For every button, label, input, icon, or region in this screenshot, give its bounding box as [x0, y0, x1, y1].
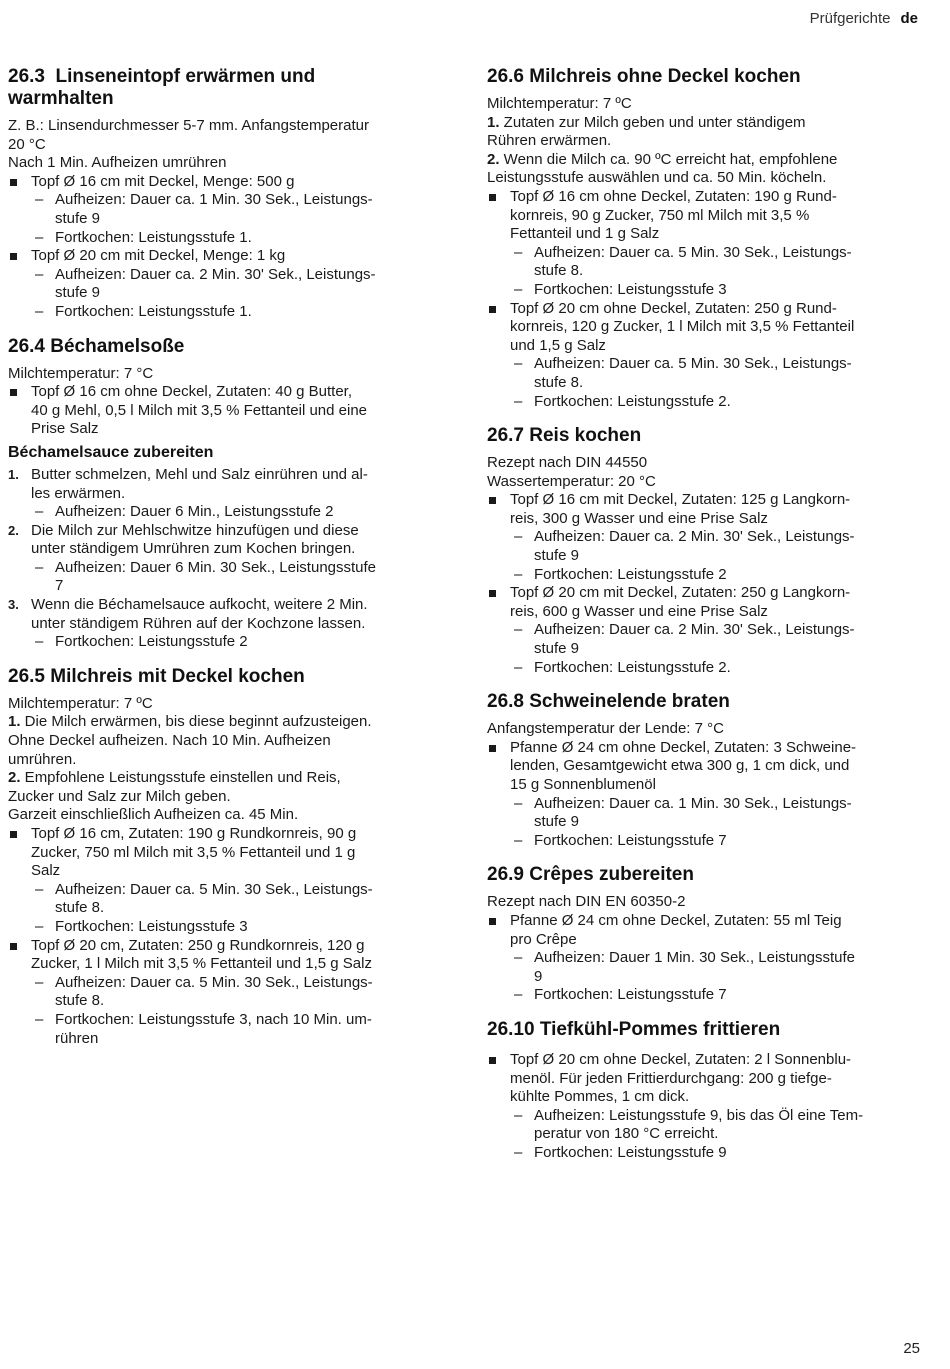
- bullet-icon: [10, 253, 17, 260]
- sub-item: – Fortkochen: Leistungsstufe 7: [514, 986, 727, 1004]
- sub-item: – Fortkochen: Leistungsstufe 2.: [514, 392, 731, 410]
- list-item: Pfanne Ø 24 cm ohne Deckel, Zutaten: 3 Schweine- lenden, Gesamtgewicht etwa 300 g, 1 cm dick, und 15 g Sonnenblumenöl – Aufheizen: Dauer ca. 1 Min. 30 Sek., Leistungs- stufe 9 – Fortkochen: Leistungsstufe 7: [487, 739, 919, 851]
- list-item: Topf Ø 20 cm ohne Deckel, Zutaten: 250 g Rund- kornreis, 120 g Zucker, 1 l Milch mit 3,5 % Fettanteil und 1,5 g Salz – Aufheizen: Dauer ca. 5 Min. 30 Sek., Leistungs- stufe 8. – Fortkochen: Leistungsstufe 2.: [487, 300, 919, 412]
- step-paragraph: 2. Wenn die Milch ca. 90 ºC erreicht hat, empfohlene Leistungsstufe auswählen und ca. 50 Min. köcheln.: [487, 150, 838, 187]
- list-item: Topf Ø 16 cm, Zutaten: 190 g Rundkornreis, 90 g Zucker, 750 ml Milch mit 3,5 % Fettanteil und 1 g Salz – Aufheizen: Dauer ca. 5 Min. 30 Sek., Leistungs- stufe 8. – Fortkochen: Leistungsstufe 3: [8, 825, 440, 937]
- bullet-icon: [489, 590, 496, 597]
- bullet-icon: [489, 306, 496, 313]
- intro-line: Nach 1 Min. Aufheizen umrühren: [8, 154, 227, 172]
- intro-line: Milchtemperatur: 7 °C: [8, 364, 154, 382]
- sub-item: – Fortkochen: Leistungsstufe 3: [35, 917, 248, 935]
- section-title: 26.4 Béchamelsoße: [8, 335, 185, 357]
- section-title: 26.8 Schweinelende braten: [487, 691, 730, 713]
- bullet-icon: [10, 179, 17, 186]
- subsection-title: Béchamelsauce zubereiten: [8, 443, 214, 461]
- intro-line: Anfangstemperatur der Lende: 7 °C: [487, 720, 724, 738]
- list-item: Topf Ø 20 cm ohne Deckel, Zutaten: 2 l Sonnenblu- menöl. Für jeden Frittierdurchgang: 200 g tiefge- kühlte Pommes, 1 cm dick. – Aufheizen: Leistungsstufe 9, bis das Öl eine Tem- peratur von 180 °C erreicht. – Fortkochen: Leistungsstufe 9: [487, 1051, 919, 1163]
- bullet-icon: [489, 1057, 496, 1064]
- sub-item: – Aufheizen: Dauer 6 Min. 30 Sek., Leistungsstufe 7: [35, 558, 377, 595]
- sub-item: – Aufheizen: Dauer ca. 5 Min. 30 Sek., Leistungs- stufe 8.: [35, 973, 373, 1010]
- sub-item: – Aufheizen: Dauer ca. 5 Min. 30 Sek., Leistungs- stufe 8.: [35, 880, 373, 917]
- sub-item: – Aufheizen: Dauer ca. 1 Min. 30 Sek., Leistungs- stufe 9: [514, 794, 852, 831]
- step-item: 1. Butter schmelzen, Mehl und Salz einrühren und al- les erwärmen. – Aufheizen: Dauer 6 Min., Leistungsstufe 2: [8, 466, 440, 522]
- bullet-icon: [10, 831, 17, 838]
- sub-item: – Fortkochen: Leistungsstufe 2: [514, 565, 727, 583]
- section-26-6: [487, 66, 919, 411]
- list-item: Pfanne Ø 24 cm ohne Deckel, Zutaten: 55 ml Teig pro Crêpe – Aufheizen: Dauer 1 Min. 30 Sek., Leistungsstufe 9 – Fortkochen: Leistungsstufe 7: [487, 912, 919, 1005]
- sub-item: – Aufheizen: Leistungsstufe 9, bis das Öl eine Tem- peratur von 180 °C erreicht.: [514, 1106, 864, 1143]
- sub-item: – Fortkochen: Leistungsstufe 2.: [514, 658, 731, 676]
- step-paragraph: 1. Zutaten zur Milch geben und unter ständigem Rühren erwärmen.: [487, 113, 806, 150]
- section-title: 26.9 Crêpes zubereiten: [487, 864, 694, 886]
- section-26-9: [487, 864, 919, 1005]
- sub-item: – Aufheizen: Dauer ca. 2 Min. 30' Sek., Leistungs- stufe 9: [514, 528, 855, 565]
- bullet-icon: [10, 943, 17, 950]
- intro-line: Wassertemperatur: 20 °C: [487, 472, 656, 490]
- intro-line: Garzeit einschließlich Aufheizen ca. 45 Min.: [8, 806, 299, 824]
- list-item: Topf Ø 16 cm mit Deckel, Menge: 500 g – Aufheizen: Dauer ca. 1 Min. 30 Sek., Leistungs- stufe 9 – Fortkochen: Leistungsstufe 1.: [8, 173, 440, 247]
- sub-item: – Fortkochen: Leistungsstufe 1.: [35, 228, 252, 246]
- section-26-3: [8, 66, 440, 322]
- bullet-icon: [489, 497, 496, 504]
- intro-line: Milchtemperatur: 7 ºC: [487, 95, 632, 112]
- section-26-8: [487, 691, 919, 850]
- sub-item: – Fortkochen: Leistungsstufe 2: [35, 633, 248, 651]
- bullet-icon: [489, 918, 496, 925]
- sub-item: – Aufheizen: Dauer 6 Min., Leistungsstufe 2: [35, 503, 334, 521]
- intro-line: Rezept nach DIN 44550: [487, 454, 648, 472]
- left-column: [8, 66, 440, 1062]
- step-paragraph: 2. Empfohlene Leistungsstufe einstellen und Reis, Zucker und Salz zur Milch geben.: [8, 769, 341, 805]
- list-item: Topf Ø 20 cm mit Deckel, Menge: 1 kg – Aufheizen: Dauer ca. 2 Min. 30' Sek., Leistungs- stufe 9 – Fortkochen: Leistungsstufe 1.: [8, 247, 440, 321]
- section-26-10: [487, 1019, 919, 1163]
- step-item: 2. Die Milch zur Mehlschwitze hinzufügen und diese unter ständigem Umrühren zum Kochen bringen. – Aufheizen: Dauer 6 Min. 30 Sek., Leistungsstufe 7: [8, 522, 440, 596]
- sub-item: – Aufheizen: Dauer ca. 5 Min. 30 Sek., Leistungs- stufe 8.: [514, 243, 852, 280]
- section-title: 26.3 Linseneintopf erwärmen und warmhalten: [8, 66, 316, 109]
- sub-item: – Fortkochen: Leistungsstufe 7: [514, 831, 727, 849]
- step-item: 3. Wenn die Béchamelsauce aufkocht, weitere 2 Min. unter ständigem Rühren auf der Kochzone lassen. – Fortkochen: Leistungsstufe 2: [8, 596, 440, 652]
- section-title: 26.10 Tiefkühl-Pommes frittieren: [487, 1018, 781, 1040]
- page-number: 25: [903, 1340, 920, 1357]
- section-title: 26.7 Reis kochen: [487, 425, 642, 447]
- sub-item: – Aufheizen: Dauer ca. 1 Min. 30 Sek., Leistungs- stufe 9: [35, 191, 373, 227]
- list-item: Topf Ø 20 cm mit Deckel, Zutaten: 250 g Langkorn- reis, 600 g Wasser und eine Prise Salz – Aufheizen: Dauer ca. 2 Min. 30' Sek., Leistungs- stufe 9 – Fortkochen: Leistungsstufe 2.: [487, 584, 919, 677]
- step-paragraph: 1. Die Milch erwärmen, bis diese beginnt aufzusteigen. Ohne Deckel aufheizen. Nach 10 Min. Aufheizen umrühren.: [8, 713, 372, 768]
- sub-item: – Fortkochen: Leistungsstufe 1.: [35, 302, 252, 320]
- sub-item: – Fortkochen: Leistungsstufe 9: [514, 1143, 727, 1161]
- list-item: Topf Ø 16 cm ohne Deckel, Zutaten: 40 g Butter, 40 g Mehl, 0,5 l Milch mit 3,5 % Fettanteil und eine Prise Salz: [8, 383, 440, 439]
- section-26-7: [487, 425, 919, 677]
- header-language: de: [900, 10, 918, 27]
- page-header: [810, 10, 918, 27]
- bullet-icon: [489, 194, 496, 201]
- header-section: Prüfgerichte: [809, 10, 891, 27]
- section-26-4: [8, 336, 440, 652]
- bullet-icon: [489, 745, 496, 752]
- sub-item: – Aufheizen: Dauer ca. 2 Min. 30' Sek., Leistungs- stufe 9: [35, 265, 376, 302]
- right-column: [487, 66, 919, 1177]
- intro-line: Z. B.: Linsendurchmesser 5-7 mm. Anfangstemperatur 20 °C: [8, 117, 369, 153]
- list-item: Topf Ø 16 cm mit Deckel, Zutaten: 125 g Langkorn- reis, 300 g Wasser und eine Prise Salz – Aufheizen: Dauer ca. 2 Min. 30' Sek., Leistungs- stufe 9 – Fortkochen: Leistungsstufe 2: [487, 491, 919, 584]
- intro-line: Rezept nach DIN EN 60350-2: [487, 893, 686, 911]
- section-26-5: [8, 666, 440, 1048]
- sub-item: – Aufheizen: Dauer ca. 2 Min. 30' Sek., Leistungs- stufe 9: [514, 621, 855, 658]
- sub-item: – Aufheizen: Dauer ca. 5 Min. 30 Sek., Leistungs- stufe 8.: [514, 355, 852, 391]
- bullet-icon: [10, 389, 17, 396]
- list-item: Topf Ø 20 cm, Zutaten: 250 g Rundkornreis, 120 g Zucker, 1 l Milch mit 3,5 % Fettanteil und 1,5 g Salz – Aufheizen: Dauer ca. 5 Min. 30 Sek., Leistungs- stufe 8. – Fortkochen: Leistungsstufe 3, nach 10 Min. um- rühren: [8, 937, 440, 1049]
- sub-item: – Fortkochen: Leistungsstufe 3, nach 10 Min. um- rühren: [35, 1010, 372, 1047]
- intro-line: Milchtemperatur: 7 ºC: [8, 694, 153, 712]
- section-title: 26.5 Milchreis mit Deckel kochen: [8, 665, 305, 687]
- sub-item: – Fortkochen: Leistungsstufe 3: [514, 280, 727, 298]
- section-title: 26.6 Milchreis ohne Deckel kochen: [487, 66, 801, 87]
- list-item: Topf Ø 16 cm ohne Deckel, Zutaten: 190 g Rund- kornreis, 90 g Zucker, 750 ml Milch mit 3,5 % Fettanteil und 1 g Salz – Aufheizen: Dauer ca. 5 Min. 30 Sek., Leistungs- stufe 8. – Fortkochen: Leistungsstufe 3: [487, 188, 919, 300]
- sub-item: – Aufheizen: Dauer 1 Min. 30 Sek., Leistungsstufe 9: [514, 949, 856, 985]
